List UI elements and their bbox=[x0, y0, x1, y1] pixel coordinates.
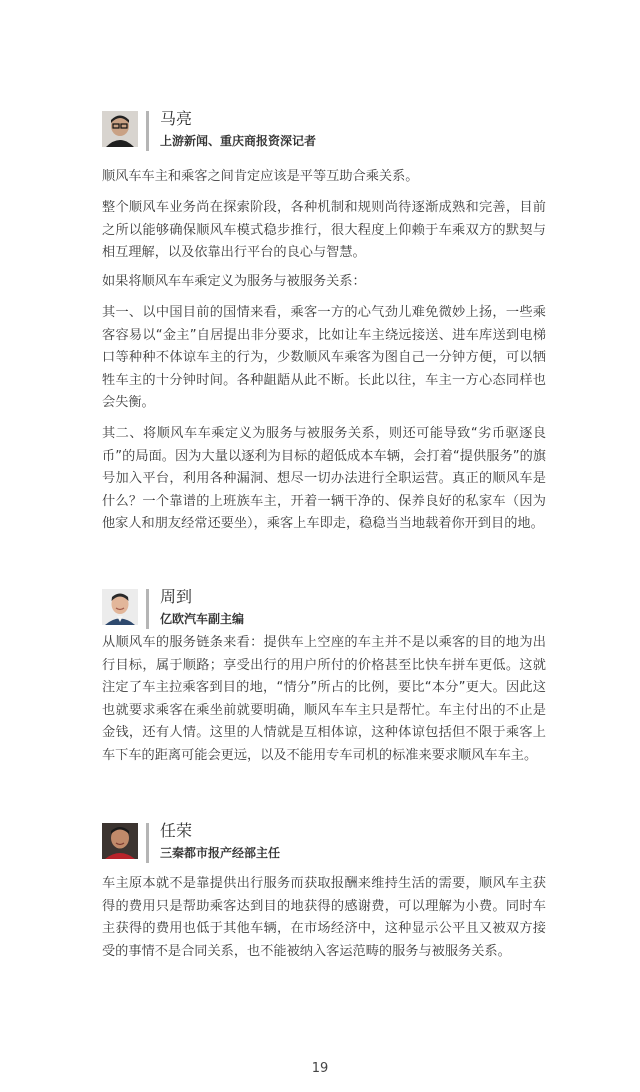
speaker-title: 三秦都市报产经部主任 bbox=[160, 846, 281, 860]
page-number: 19 bbox=[311, 1061, 329, 1076]
speaker-divider-bar bbox=[146, 589, 149, 629]
speaker-header-ma-liang bbox=[102, 111, 542, 161]
speaker-name: 周到 bbox=[160, 587, 193, 606]
paragraph: 顺风车车主和乘客之间肯定应该是平等互助合乘关系。 bbox=[102, 169, 419, 184]
paragraph: 其二、将顺风车车乘定义为服务与被服务关系，则还可能导致“劣币驱逐良币”的局面。因为大量以逐利为目标的超低成本车辆，会打着“提供服务”的旗号加入平台，利用各种漏洞、想尽一切办法进行全职运营。真正的顺风车是什么？一个靠谱的上班族车主，开着一辆干净的、保养良好的私家车（因为他家人和朋友经常还要坐），乘客上车即走，稳稳当当地载着你开到目的地。 bbox=[102, 426, 546, 532]
speaker-avatar-ren-rong bbox=[102, 823, 138, 859]
paragraph: 其一、以中国目前的国情来看，乘客一方的心气劲儿难免微妙上扬，一些乘客容易以“金主”自居提出非分要求，比如让车主绕远接送、进车库送到电梯口等种种不体谅车主的行为，少数顺风车乘客为图自己一分钟方便，可以牺牲车主的十分钟时间。各种龃龉从此不断。长此以往，车主一方心态同样也会失衡。 bbox=[102, 305, 546, 411]
speaker-avatar-zhou-dao bbox=[102, 589, 138, 625]
speaker-title: 亿欧汽车副主编 bbox=[160, 612, 245, 626]
speaker-name: 马亮 bbox=[160, 109, 193, 128]
speaker-name: 任荣 bbox=[160, 821, 193, 840]
speaker-divider-bar bbox=[146, 111, 149, 151]
speaker-header-ren-rong bbox=[102, 823, 542, 873]
paragraph: 整个顺风车业务尚在探索阶段，各种机制和规则尚待逐渐成熟和完善，目前之所以能够确保顺风车模式稳步推行，很大程度上仰赖于车乘双方的默契与相互理解，以及依靠出行平台的良心与智慧。 bbox=[102, 200, 546, 261]
speaker-divider-bar bbox=[146, 823, 149, 863]
speaker-avatar-ma-liang bbox=[102, 111, 138, 147]
paragraph: 如果将顺风车车乘定义为服务与被服务关系： bbox=[102, 274, 366, 289]
paragraph: 车主原本就不是靠提供出行服务而获取报酬来维持生活的需要，顺风车主获得的费用只是帮助乘客达到目的地获得的感谢费，可以理解为小费。同时车主获得的费用也低于其他车辆，在市场经济中，这种显示公平且又被双方接受的事情不是合同关系，也不能被纳入客运范畴的服务与被服务关系。 bbox=[102, 876, 546, 959]
speaker-title: 上游新闻、重庆商报资深记者 bbox=[160, 134, 317, 148]
paragraph: 从顺风车的服务链条来看：提供车上空座的车主并不是以乘客的目的地为出行目标，属于顺路；享受出行的用户所付的价格甚至比快车拼车更低。这就注定了车主拉乘客到目的地，“情分”所占的比例，要比“本分”更大。因此这也就要求乘客在乘坐前就要明确，顺风车车主只是帮忙。车主付出的不止是金钱，还有人情。这里的人情就是互相体谅，这种体谅包括但不限于乘客上车下车的距离可能会更远，以及不能用专车司机的标准来要求顺风车车主。 bbox=[102, 635, 546, 763]
